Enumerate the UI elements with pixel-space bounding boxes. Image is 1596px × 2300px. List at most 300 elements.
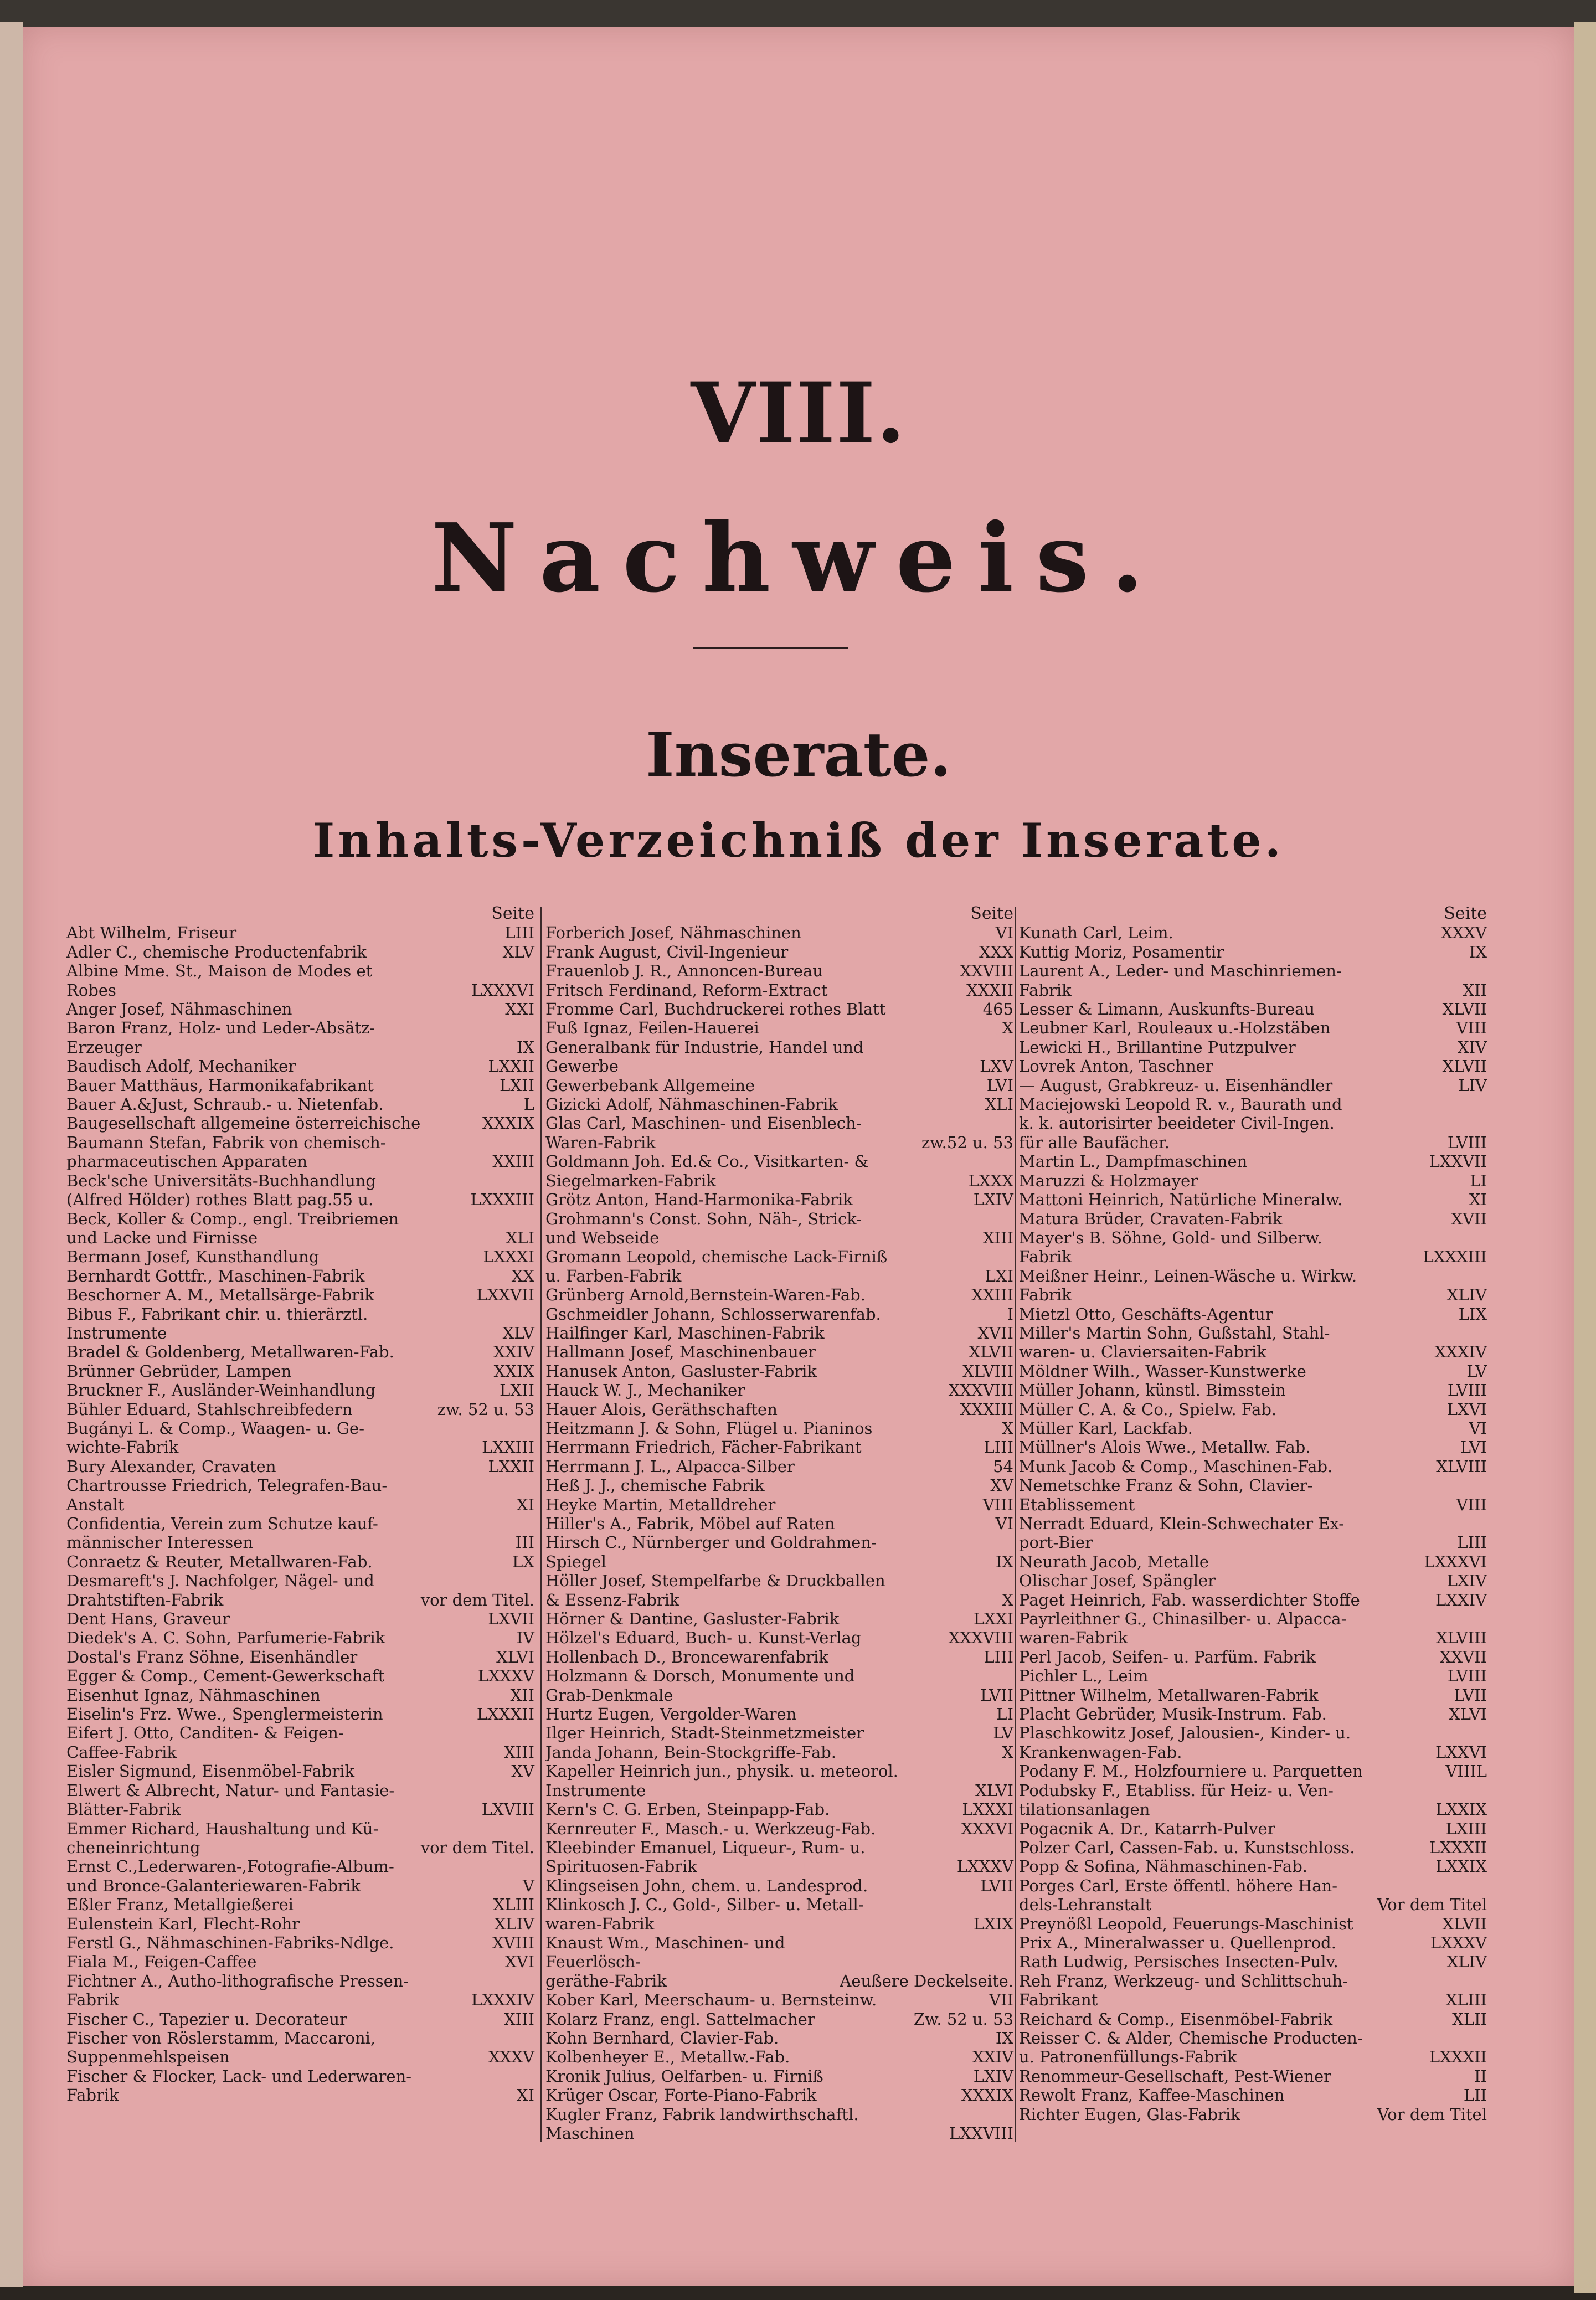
index-entry xyxy=(1019,961,1487,1000)
page-reference: XXXII xyxy=(966,980,1013,1000)
page-reference: LXXXII xyxy=(476,1705,534,1724)
index-entry xyxy=(1019,1419,1487,1438)
index-entry xyxy=(545,943,1013,961)
index-entry xyxy=(545,2047,1013,2066)
advertiser-name: Pogacnik A. Dr., Katarrh-Pulver xyxy=(1019,1819,1275,1838)
page-reference: 465 xyxy=(982,1000,1013,1019)
page-reference: Vor dem Titel xyxy=(1377,2105,1487,2124)
page-reference: LXXX xyxy=(968,1171,1013,1190)
advertiser-name: Baudisch Adolf, Mechaniker xyxy=(66,1057,296,1076)
entry-list xyxy=(545,923,1013,2143)
advertiser-name: Fromme Carl, Buchdruckerei rothes Blatt xyxy=(545,1000,886,1019)
page-reference: LXVIII xyxy=(481,1800,534,1819)
advertiser-name: Kern's C. G. Erben, Steinpapp-Fab. xyxy=(545,1800,830,1819)
index-entry xyxy=(66,1267,534,1285)
advertiser-name: Gewerbebank Allgemeine xyxy=(545,1076,755,1095)
index-entry xyxy=(545,1324,1013,1342)
index-entry xyxy=(545,1476,1013,1495)
page-reference: LVII xyxy=(1454,1685,1487,1705)
page-reference: LXXI xyxy=(973,1609,1013,1629)
advertiser-name: Anger Josef, Nähmaschinen xyxy=(66,1000,292,1019)
advertiser-name: Hollenbach D., Broncewarenfabrik xyxy=(545,1647,828,1666)
advertiser-name: Hölzel's Eduard, Buch- u. Kunst-Verlag xyxy=(545,1628,862,1648)
page-reference: XIII xyxy=(982,1228,1013,1247)
page-reference: LXXXI xyxy=(962,1800,1013,1819)
index-column-3 xyxy=(1019,904,1487,2145)
index-entry xyxy=(66,1247,534,1266)
page-reference: zw.52 u. 53 xyxy=(921,1133,1013,1152)
advertiser-name: Baron Franz, Holz- und Leder-Absätz- Erzeuger xyxy=(66,1018,375,1057)
advertiser-name: Grünberg Arnold,Bernstein-Waren-Fab. xyxy=(545,1285,866,1305)
advertiser-name: Maruzzi & Holzmayer xyxy=(1019,1171,1198,1190)
page-reference: XXIV xyxy=(972,2047,1013,2067)
index-entry xyxy=(1019,1666,1487,1685)
index-entry xyxy=(545,1609,1013,1628)
index-entry xyxy=(66,1133,534,1171)
page-reference: XLV xyxy=(502,1323,534,1342)
index-title: Inhalts-Verzeichniß der Inserate. xyxy=(312,813,1285,868)
page-reference: XXXVIII xyxy=(948,1628,1013,1648)
page-reference: XXIII xyxy=(492,1152,534,1171)
page-title: Nachweis. xyxy=(431,503,1166,614)
index-entry xyxy=(1019,1324,1487,1362)
index-entry xyxy=(545,1838,1013,1876)
advertiser-name: Fischer & Flocker, Lack- und Lederwaren- Fabrik xyxy=(66,2066,412,2105)
index-entry xyxy=(1019,1723,1487,1762)
advertiser-name: Perl Jacob, Seifen- u. Parfüm. Fabrik xyxy=(1019,1647,1316,1666)
index-entry xyxy=(1019,1267,1487,1305)
page-reference: XI xyxy=(1469,1190,1487,1210)
advertiser-name: Lesser & Limann, Auskunfts-Bureau xyxy=(1019,1000,1315,1019)
page-reference: XXXIII xyxy=(960,1399,1013,1419)
page-reference: XXVII xyxy=(1439,1647,1487,1666)
index-entry xyxy=(66,1571,534,1609)
page-reference: LXIX xyxy=(973,1914,1013,1933)
page-reference: XLIII xyxy=(493,1895,534,1915)
advertiser-name: Hauer Alois, Geräthschaften xyxy=(545,1399,778,1419)
page-reference: LXVI xyxy=(1446,1399,1487,1419)
page-reference: LVI xyxy=(1460,1438,1487,1457)
index-entry xyxy=(1019,1305,1487,1324)
advertiser-name: Dent Hans, Graveur xyxy=(66,1609,230,1629)
page-reference: XVI xyxy=(504,1952,534,1972)
page-reference: LXXXII xyxy=(1429,1838,1487,1857)
page-reference: LXVII xyxy=(488,1609,534,1629)
advertiser-name: Heitzmann J. & Sohn, Flügel u. Pianinos xyxy=(545,1418,873,1438)
advertiser-name: Bermann Josef, Kunsthandlung xyxy=(66,1247,320,1267)
index-entry xyxy=(1019,1476,1487,1514)
index-entry xyxy=(545,1305,1013,1324)
index-entry xyxy=(66,1628,534,1647)
advertiser-name: Müllner's Alois Wwe., Metallw. Fab. xyxy=(1019,1438,1311,1457)
page-reference: LVIII xyxy=(1447,1666,1487,1686)
index-entry xyxy=(1019,1018,1487,1037)
page-reference: XI xyxy=(516,2086,534,2105)
page-reference: LIII xyxy=(984,1647,1013,1666)
advertiser-name: — August, Grabkreuz- u. Eisenhändler xyxy=(1019,1076,1333,1095)
advertiser-name: Polzer Carl, Cassen-Fab. u. Kunstschloss. xyxy=(1019,1838,1355,1857)
index-entry xyxy=(1019,1648,1487,1666)
page-reference: XXIX xyxy=(493,1361,534,1381)
advertiser-name: Fischer C., Tapezier u. Decorateur xyxy=(66,2009,347,2029)
advertiser-name: Mayer's B. Söhne, Gold- und Silberw. Fabrik xyxy=(1019,1228,1322,1267)
advertiser-name: Popp & Sofina, Nähmaschinen-Fab. xyxy=(1019,1857,1307,1876)
advertiser-name: Beschorner A. M., Metallsärge-Fabrik xyxy=(66,1285,374,1305)
advertiser-name: Hauck W. J., Mechaniker xyxy=(545,1381,745,1400)
index-entry xyxy=(66,1457,534,1476)
index-entry xyxy=(1019,1609,1487,1648)
advertiser-name: Miller's Martin Sohn, Gußstahl, Stahl- waren- u. Claviersaiten-Fabrik xyxy=(1019,1323,1330,1362)
advertiser-name: Generalbank für Industrie, Handel und Gewerbe xyxy=(545,1037,864,1076)
advertiser-name: Hörner & Dantine, Gasluster-Fabrik xyxy=(545,1609,840,1629)
advertiser-name: Frauenlob J. R., Annoncen-Bureau xyxy=(545,961,823,981)
advertiser-name: Hirsch C., Nürnberger und Goldrahmen- Spiegel xyxy=(545,1533,877,1571)
advertiser-name: Conraetz & Reuter, Metallwaren-Fab. xyxy=(66,1552,373,1571)
advertiser-name: Grohmann's Const. Sohn, Näh-, Strick- und Webseide xyxy=(545,1209,862,1247)
index-entry xyxy=(1019,1038,1487,1057)
index-entry xyxy=(1019,1362,1487,1381)
advertiser-name: Fritsch Ferdinand, Reform-Extract xyxy=(545,980,828,1000)
page-reference: LXXIII xyxy=(482,1438,534,1457)
index-entry xyxy=(545,1400,1013,1419)
index-entry xyxy=(66,1210,534,1248)
advertiser-name: Emmer Richard, Haushaltung und Kü- cheneinrichtung xyxy=(66,1819,379,1857)
advertiser-name: Elwert & Albrecht, Natur- und Fantasie- Blätter-Fabrik xyxy=(66,1781,395,1819)
index-entry xyxy=(545,1362,1013,1381)
index-entry xyxy=(66,1114,534,1133)
page-reference: XXXV xyxy=(488,2047,534,2067)
page-reference: LII xyxy=(1463,2086,1487,2105)
advertiser-name: Pittner Wilhelm, Metallwaren-Fabrik xyxy=(1019,1685,1319,1705)
advertiser-name: Ernst C.,Lederwaren-,Fotografie-Album- und Bronce-Galanteriewaren-Fabrik xyxy=(66,1857,394,1895)
index-entry xyxy=(545,1285,1013,1304)
index-entry xyxy=(66,1076,534,1095)
index-entry xyxy=(66,1762,534,1781)
advertiser-name: Reisser C. & Alder, Chemische Producten- u. Patronenfüllungs-Fabrik xyxy=(1019,2028,1363,2067)
index-entry xyxy=(66,1895,534,1914)
page-reference: VII xyxy=(989,1990,1013,2010)
index-entry xyxy=(1019,1514,1487,1552)
index-entry xyxy=(1019,2010,1487,2029)
page-reference: XXX xyxy=(979,942,1013,961)
page-reference: LXII xyxy=(500,1076,534,1095)
advertiser-name: Fichtner A., Autho-lithografische Pressen- Fabrik xyxy=(66,1971,409,2010)
page-reference: LXXXIII xyxy=(1423,1247,1487,1267)
index-entry xyxy=(545,1076,1013,1095)
advertiser-name: Beck, Koller & Comp., engl. Treibriemen und Lacke und Firnisse xyxy=(66,1209,399,1247)
index-entry xyxy=(545,1743,1013,1762)
index-entry xyxy=(66,1400,534,1419)
page-reference: XLVI xyxy=(975,1781,1013,1800)
index-entry xyxy=(66,1095,534,1114)
page-reference: XLIV xyxy=(494,1914,534,1933)
advertiser-name: Dostal's Franz Söhne, Eisenhändler xyxy=(66,1647,358,1666)
page-reference: II xyxy=(1474,2066,1487,2086)
page-reference: LVII xyxy=(980,1685,1013,1705)
page-reference: IX xyxy=(516,1037,534,1057)
page-reference: LXIV xyxy=(973,2066,1013,2086)
index-entry xyxy=(66,1609,534,1628)
advertiser-name: Fiala M., Feigen-Caffee xyxy=(66,1952,257,1972)
seite-label: Seite xyxy=(970,904,1013,923)
advertiser-name: Adler C., chemische Productenfabrik xyxy=(66,942,367,961)
advertiser-name: Albine Mme. St., Maison de Modes et Robes xyxy=(66,961,373,1000)
index-entry xyxy=(545,1648,1013,1666)
advertiser-name: Eifert J. Otto, Canditen- & Feigen- Caffee-Fabrik xyxy=(66,1723,344,1762)
index-entry xyxy=(1019,1400,1487,1419)
index-entry xyxy=(1019,1915,1487,1933)
index-entry xyxy=(545,1495,1013,1514)
index-entry xyxy=(545,1533,1013,1571)
index-entry xyxy=(1019,1972,1487,2010)
advertiser-name: Lewicki H., Brillantine Putzpulver xyxy=(1019,1037,1296,1057)
advertiser-name: Matura Brüder, Cravaten-Fabrik xyxy=(1019,1209,1283,1228)
advertiser-name: Gizicki Adolf, Nähmaschinen-Fabrik xyxy=(545,1095,838,1114)
index-entry xyxy=(1019,943,1487,961)
page-reference: XLVI xyxy=(1449,1705,1487,1724)
page-reference: III xyxy=(515,1533,534,1552)
page-reference: LXXXIII xyxy=(470,1190,534,1210)
index-entry xyxy=(545,1095,1013,1114)
advertiser-name: Fischer von Röslerstamm, Maccaroni, Suppenmehlspeisen xyxy=(66,2028,376,2067)
advertiser-name: Munk Jacob & Comp., Maschinen-Fab. xyxy=(1019,1457,1333,1476)
advertiser-name: Krüger Oscar, Forte-Piano-Fabrik xyxy=(545,2086,817,2105)
index-entry xyxy=(545,1000,1013,1018)
advertiser-name: Kober Karl, Meerschaum- u. Bernsteinw. xyxy=(545,1990,877,2010)
index-entry xyxy=(66,1723,534,1762)
advertiser-name: Bradel & Goldenberg, Metallwaren-Fab. xyxy=(66,1342,394,1362)
page-reference: XV xyxy=(511,1762,534,1781)
advertiser-name: Kohn Bernhard, Clavier-Fab. xyxy=(545,2028,779,2047)
seite-label: Seite xyxy=(491,904,534,923)
index-entry xyxy=(66,1952,534,1971)
index-entry xyxy=(1019,2029,1487,2067)
advertiser-name: Bugányi L. & Comp., Waagen- u. Ge- wichte-Fabrik xyxy=(66,1418,365,1457)
advertiser-name: Podany F. M., Holzfourniere u. Parquetten xyxy=(1019,1762,1363,1781)
page-reference: XXXVIII xyxy=(948,1381,1013,1400)
index-entry xyxy=(1019,1933,1487,1952)
page-reference: LXXII xyxy=(488,1457,534,1476)
advertiser-name: Hurtz Eugen, Vergolder-Waren xyxy=(545,1705,797,1724)
index-entry xyxy=(1019,1857,1487,1876)
page-reference: LVI xyxy=(986,1076,1013,1095)
page-edge-left xyxy=(0,22,23,2287)
advertiser-name: Kunath Carl, Leim. xyxy=(1019,923,1173,943)
index-entry xyxy=(1019,1876,1487,1915)
index-entry xyxy=(545,1514,1013,1533)
advertiser-name: Forberich Josef, Nähmaschinen xyxy=(545,923,801,943)
entry-list xyxy=(1019,923,1487,2124)
index-entry xyxy=(1019,1952,1487,1971)
index-entry xyxy=(545,961,1013,980)
advertiser-name: Grötz Anton, Hand-Harmonika-Fabrik xyxy=(545,1190,853,1210)
index-entry xyxy=(1019,1381,1487,1399)
page-reference: LXXIX xyxy=(1435,1800,1487,1819)
index-entry xyxy=(545,1933,1013,1990)
advertiser-name: Placht Gebrüder, Musik-Instrum. Fab. xyxy=(1019,1705,1327,1724)
page-reference: LXXVII xyxy=(1429,1152,1487,1171)
advertiser-name: Chartrousse Friedrich, Telegrafen-Bau- Anstalt xyxy=(66,1476,388,1514)
index-entry xyxy=(66,1915,534,1933)
page-reference: LXXXV xyxy=(477,1666,534,1686)
column-divider xyxy=(1015,907,1016,2142)
page-reference: Aeußere Deckelseite. xyxy=(840,1971,1013,1990)
advertiser-name: Beck'sche Universitäts-Buchhandlung (Alfred Hölder) rothes Blatt pag.55 u. xyxy=(66,1171,376,1210)
index-entry xyxy=(545,1628,1013,1647)
index-entry xyxy=(545,1419,1013,1438)
advertiser-name: Kugler Franz, Fabrik landwirthschaftl. Maschinen xyxy=(545,2105,859,2143)
page-reference: LXXII xyxy=(488,1057,534,1076)
page-reference: LVIII xyxy=(1447,1381,1487,1400)
index-entry xyxy=(545,1247,1013,1285)
page-reference: XLVI xyxy=(496,1647,534,1666)
advertiser-name: Plaschkowitz Josef, Jalousien-, Kinder- u. Krankenwagen-Fab. xyxy=(1019,1723,1351,1762)
page-reference: LI xyxy=(1470,1171,1487,1190)
column-divider xyxy=(540,907,542,2142)
page-reference: LVIII xyxy=(1447,1133,1487,1152)
advertiser-name: Nerradt Eduard, Klein-Schwechater Ex- port-Bier xyxy=(1019,1514,1345,1552)
index-entry xyxy=(66,1666,534,1685)
advertiser-name: Confidentia, Verein zum Schutze kauf- männischer Interessen xyxy=(66,1514,378,1552)
advertiser-name: Klingseisen John, chem. u. Landesprod. xyxy=(545,1876,868,1895)
index-entry xyxy=(66,1000,534,1018)
index-entry xyxy=(66,1171,534,1210)
page-reference: LXXIX xyxy=(1435,1857,1487,1876)
page-reference: XI xyxy=(516,1495,534,1514)
advertiser-name: Bühler Eduard, Stahlschreibfedern xyxy=(66,1399,353,1419)
page-reference: XVII xyxy=(977,1323,1013,1342)
index-entry xyxy=(1019,1781,1487,1819)
page-reference: XII xyxy=(510,1685,534,1705)
page-reference: LXXVIII xyxy=(949,2124,1013,2143)
page-reference: LIII xyxy=(1457,1533,1487,1552)
advertiser-name: Martin L., Dampfmaschinen xyxy=(1019,1152,1248,1171)
index-entry xyxy=(545,1038,1013,1076)
index-entry xyxy=(545,1210,1013,1248)
index-entry xyxy=(66,1285,534,1304)
advertiser-name: Mietzl Otto, Geschäfts-Agentur xyxy=(1019,1304,1273,1324)
index-entry xyxy=(1019,1705,1487,1723)
advertiser-name: Baumann Stefan, Fabrik von chemisch- pharmaceutischen Apparaten xyxy=(66,1133,386,1171)
page-reference: XXVIII xyxy=(960,961,1013,981)
index-entry xyxy=(545,1114,1013,1152)
advertiser-name: Müller C. A. & Co., Spielw. Fab. xyxy=(1019,1399,1277,1419)
page-reference: LIII xyxy=(984,1438,1013,1457)
page-reference: LXXXVI xyxy=(471,980,534,1000)
index-entry xyxy=(545,1819,1013,1838)
page-reference: VIII xyxy=(982,1495,1013,1514)
advertiser-name: Laurent A., Leder- und Maschinriemen- Fabrik xyxy=(1019,961,1342,1000)
index-entry xyxy=(66,1381,534,1399)
advertiser-name: Payrleithner G., Chinasilber- u. Alpacca- waren-Fabrik xyxy=(1019,1609,1347,1648)
index-entry xyxy=(545,2010,1013,2029)
page-reference: XIV xyxy=(1457,1037,1487,1057)
page-reference: XLVII xyxy=(969,1342,1013,1362)
index-entry xyxy=(66,1705,534,1723)
index-entry xyxy=(1019,1438,1487,1457)
index-entry xyxy=(66,1362,534,1381)
page-reference: vor dem Titel. xyxy=(420,1838,534,1857)
page-reference: VIII xyxy=(1456,1018,1487,1038)
page-reference: IV xyxy=(516,1628,534,1648)
advertiser-name: Hiller's A., Fabrik, Möbel auf Raten xyxy=(545,1514,835,1533)
divider-rule xyxy=(693,647,848,649)
index-entry xyxy=(66,923,534,942)
advertiser-name: Müller Johann, künstl. Bimsstein xyxy=(1019,1381,1286,1400)
index-entry xyxy=(545,1152,1013,1190)
advertiser-name: Bernhardt Gottfr., Maschinen-Fabrik xyxy=(66,1266,365,1285)
advertiser-name: Richter Eugen, Glas-Fabrik xyxy=(1019,2105,1240,2124)
page-reference: X xyxy=(1002,1418,1013,1438)
index-entry xyxy=(66,1342,534,1361)
page-reference: Vor dem Titel xyxy=(1377,1895,1487,1915)
index-entry xyxy=(545,2105,1013,2143)
index-entry xyxy=(66,2029,534,2067)
page-reference: LXI xyxy=(985,1266,1013,1285)
advertiser-name: Baugesellschaft allgemeine österreichische xyxy=(66,1114,421,1133)
page-edge-right xyxy=(1574,22,1596,2293)
index-entry xyxy=(1019,1190,1487,1209)
advertiser-name: Pichler L., Leim xyxy=(1019,1666,1149,1686)
page-reference: LXXXIV xyxy=(471,1990,534,2010)
advertiser-name: Höller Josef, Stempelfarbe & Druckballen & Essenz-Fabrik xyxy=(545,1571,885,1609)
advertiser-name: Kernreuter F., Masch.- u. Werkzeug-Fab. xyxy=(545,1819,876,1838)
advertiser-name: Eßler Franz, Metallgießerei xyxy=(66,1895,294,1915)
advertiser-name: Goldmann Joh. Ed.& Co., Visitkarten- & Siegelmarken-Fabrik xyxy=(545,1152,869,1190)
page-reference: XLVII xyxy=(1442,1914,1487,1933)
advertiser-name: Ferstl G., Nähmaschinen-Fabriks-Ndlge. xyxy=(66,1933,394,1952)
page-reference: XIII xyxy=(503,2009,534,2029)
advertiser-name: Olischar Josef, Spängler xyxy=(1019,1571,1216,1591)
page-reference: XLVII xyxy=(1442,1057,1487,1076)
advertiser-name: Meißner Heinr., Leinen-Wäsche u. Wirkw. Fabrik xyxy=(1019,1266,1357,1305)
advertiser-name: Preynößl Leopold, Feuerungs-Maschinist xyxy=(1019,1914,1353,1933)
index-entry xyxy=(1019,1686,1487,1705)
page-reference: XLVIII xyxy=(1436,1457,1487,1476)
advertiser-name: Kolarz Franz, engl. Sattelmacher xyxy=(545,2009,815,2029)
page-reference: LXXXV xyxy=(956,1857,1013,1876)
advertiser-name: Eulenstein Karl, Flecht-Rohr xyxy=(66,1914,300,1933)
index-entry xyxy=(1019,2086,1487,2105)
index-entry xyxy=(66,1648,534,1666)
advertiser-name: Heß J. J., chemische Fabrik xyxy=(545,1476,765,1495)
advertiser-name: Kolbenheyer E., Metallw.-Fab. xyxy=(545,2047,790,2067)
page-reference: vor dem Titel. xyxy=(420,1590,534,1609)
page-reference: LIV xyxy=(1458,1076,1487,1095)
advertiser-name: Fuß Ignaz, Feilen-Hauerei xyxy=(545,1018,759,1038)
index-entry xyxy=(1019,2105,1487,2124)
page-reference: XXXIX xyxy=(961,2086,1013,2105)
advertiser-name: Desmareft's J. Nachfolger, Nägel- und Drahtstiften-Fabrik xyxy=(66,1571,374,1609)
page-reference: LXII xyxy=(500,1381,534,1400)
index-entry xyxy=(545,1762,1013,1800)
page-reference: XLVIII xyxy=(1436,1628,1487,1648)
page-reference: LXXXVI xyxy=(1424,1552,1487,1571)
page-reference: LXIII xyxy=(1445,1819,1487,1838)
page-reference: VI xyxy=(995,1514,1013,1533)
index-entry xyxy=(545,1990,1013,2009)
advertiser-name: Klinkosch J. C., Gold-, Silber- u. Metall- waren-Fabrik xyxy=(545,1895,864,1933)
index-entry xyxy=(66,1419,534,1457)
index-entry xyxy=(1019,2067,1487,2086)
index-entry xyxy=(1019,1819,1487,1838)
advertiser-name: Kapeller Heinrich jun., physik. u. meteorol. Instrumente xyxy=(545,1762,898,1800)
advertiser-name: Glas Carl, Maschinen- und Eisenblech- Waren-Fabrik xyxy=(545,1114,862,1152)
page-reference: XLI xyxy=(506,1228,534,1247)
index-entry xyxy=(545,1438,1013,1457)
advertiser-name: Kleebinder Emanuel, Liqueur-, Rum- u. Spirituosen-Fabrik xyxy=(545,1838,866,1876)
page-reference: XV xyxy=(990,1476,1013,1495)
